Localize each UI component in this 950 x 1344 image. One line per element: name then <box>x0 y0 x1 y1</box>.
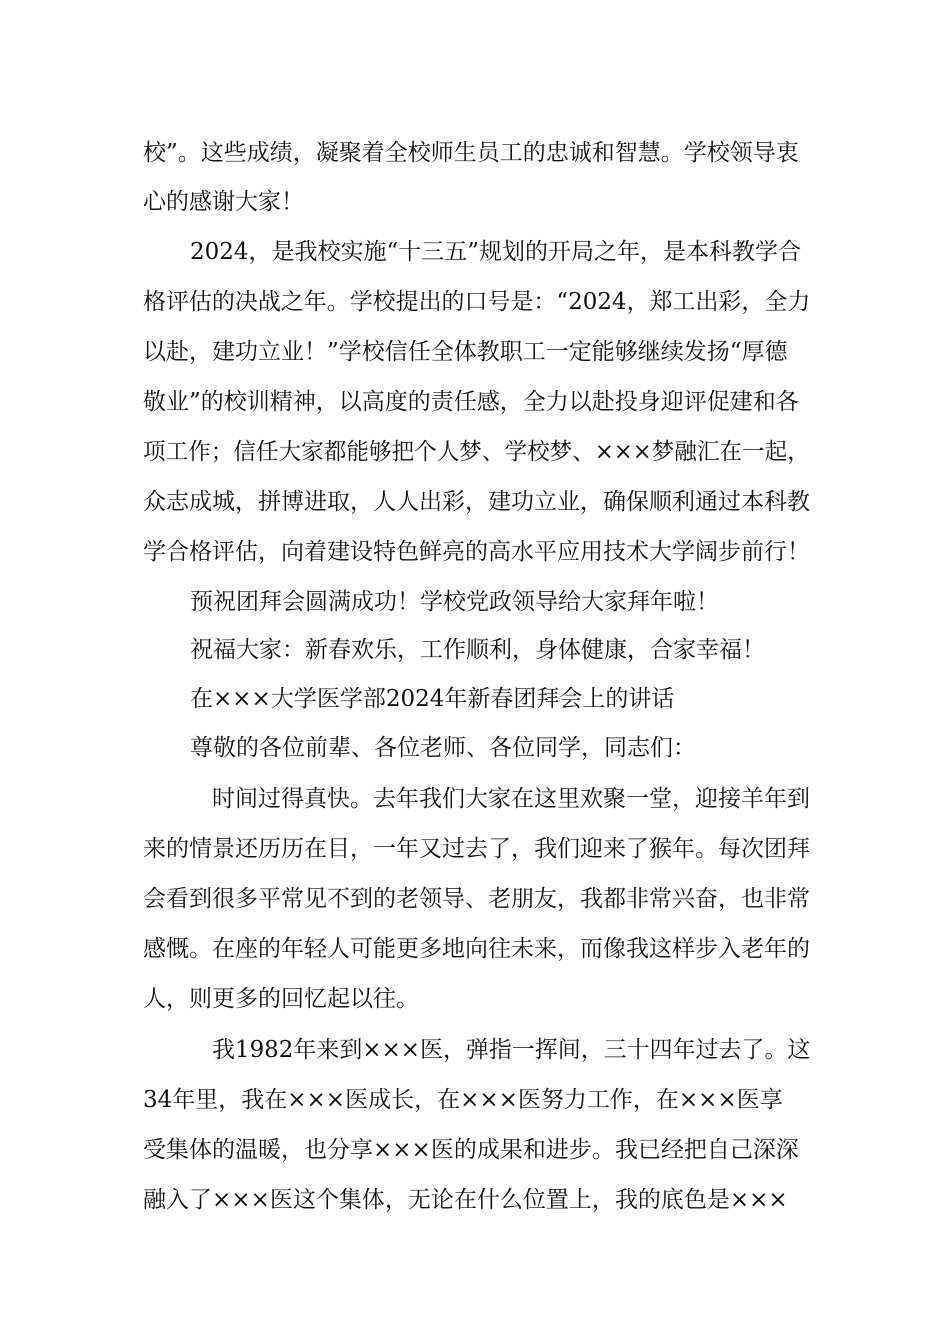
text-line-content: 敬业”的校训精神，以高度的责任感，全力以赴投身迎评促建和各 <box>143 389 799 415</box>
text-line-content: 会看到很多平常见不到的老领导、老朋友，我都非常兴奋，也非常 <box>143 886 810 912</box>
text-line-content: 时间过得真快。去年我们大家在这里欢聚一堂，迎接羊年到 <box>212 786 810 812</box>
text-line <box>0 182 950 222</box>
text-line <box>0 532 950 572</box>
text-line <box>0 133 950 173</box>
text-line <box>0 879 950 919</box>
text-line-content: 学合格评估，向着建设特色鲜亮的高水平应用技术大学阔步前行！ <box>143 539 810 565</box>
text-line <box>0 582 950 622</box>
text-line <box>0 1080 950 1120</box>
text-line-content: 人，则更多的回忆起以往。 <box>143 986 419 1012</box>
text-line <box>0 630 950 670</box>
text-line <box>0 728 950 768</box>
text-line-content: 心的感谢大家！ <box>143 189 304 215</box>
text-line <box>0 779 950 819</box>
text-line-content: 受集体的温暖，也分享×××医的成果和进步。我已经把自己深深 <box>143 1137 799 1163</box>
text-line-content: 众志成城，拼博进取，人人出彩，建功立业，确保顺利通过本科教 <box>143 489 810 515</box>
text-line <box>0 432 950 472</box>
text-line <box>0 979 950 1019</box>
text-line-content: 预祝团拜会圆满成功！学校党政领导给大家拜年啦！ <box>190 589 719 615</box>
text-line <box>0 1180 950 1220</box>
text-line-content: 34年里，我在×××医成长，在×××医努力工作，在×××医享 <box>143 1087 783 1113</box>
text-line-content: 格评估的决战之年。学校提出的口号是：“2024，郑工出彩，全力 <box>143 289 811 315</box>
text-line <box>0 829 950 869</box>
text-line <box>0 1030 950 1070</box>
text-line-content: 校”。这些成绩，凝聚着全校师生员工的忠诚和智慧。学校领导衷 <box>143 140 799 166</box>
text-line-content: 项工作；信任大家都能够把个人梦、学校梦、×××梦融汇在一起， <box>143 439 810 465</box>
text-line <box>0 679 950 719</box>
text-line-content: 祝福大家：新春欢乐，工作顺利，身体健康，合家幸福！ <box>190 637 765 663</box>
text-line-content: 2024，是我校实施“十三五”规划的开局之年，是本科教学合 <box>190 239 802 265</box>
text-line-content: 感慨。在座的年轻人可能更多地向往未来，而像我这样步入老年的 <box>143 936 810 962</box>
text-line <box>0 332 950 372</box>
text-line-content: 我1982年来到×××医，弹指一挥间，三十四年过去了。这 <box>212 1037 811 1063</box>
text-line <box>0 232 950 272</box>
text-line <box>0 482 950 522</box>
text-line <box>0 282 950 322</box>
text-line <box>0 1130 950 1170</box>
text-line-content: 尊敬的各位前辈、各位老师、各位同学，同志们： <box>190 735 696 761</box>
text-line-content: 以赴，建功立业！”学校信任全体教职工一定能够继续发扬“厚德 <box>143 339 788 365</box>
text-line-content: 来的情景还历历在目，一年又过去了，我们迎来了猴年。每次团拜 <box>143 836 810 862</box>
text-line-content: 在×××大学医学部2024年新春团拜会上的讲话 <box>190 686 675 712</box>
text-line <box>0 929 950 969</box>
text-line <box>0 382 950 422</box>
text-line-content: 融入了×××医这个集体，无论在什么位置上，我的底色是××× <box>143 1187 788 1213</box>
